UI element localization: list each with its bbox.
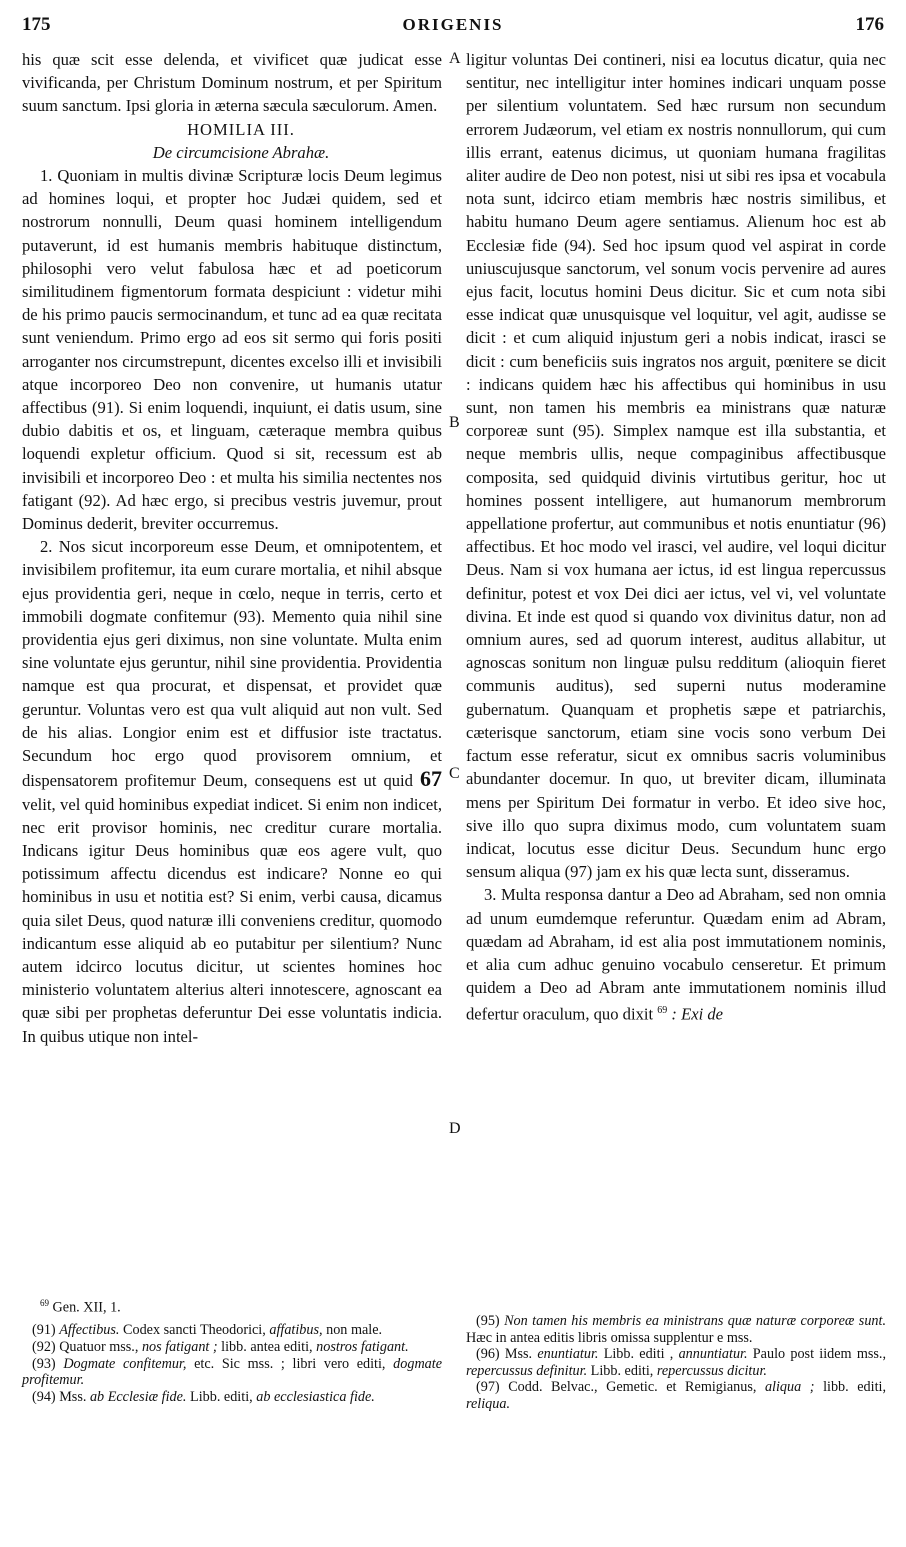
page-header (22, 14, 884, 40)
footnote-text: Mss. (59, 1388, 87, 1405)
paragraph-2 (22, 535, 442, 1047)
footnote-lemma: Dogmate confitemur, (63, 1355, 187, 1372)
footnote-text: Libb. editi, (190, 1388, 253, 1405)
paragraph-3-text: 3. Multa responsa dantur a Deo ad Abraham, sed non omnia ad unum eumdemque referuntur. Quædam enim ad Abram, quædam ad Abraham, id est alia post immutationem nominis, et alia cum adhuc genuino vocabulo censeretur. Et primum quidem a Deo ad Abram ante immutationem nominis illud defertur oraculum, quo dixit (466, 885, 886, 1024)
footnote-text: Codd. Belvac., Gemetic. et Remigianus, (508, 1379, 757, 1396)
footnote-variant: repercussus definitur. (466, 1362, 588, 1379)
footnote-text: Mss. (504, 1346, 533, 1363)
footnote-text: libb. antea editi, (221, 1338, 313, 1355)
paragraph-1: 1. Quoniam in multis divinæ Scripturæ locis Deum legimus ad homines loqui, et propter hoc Judæi quidem, sed et nostrorum nonnulli, Deum quasi hominem intelligendum putaverunt, id est humanis membris habituque distinctum, philosophi vero velut fabulosa hæc et ad poeticorum similitudinem figmentorum formata despiciunt : videtur mihi de his primo paucis sermocinandum, et tunc ad ea quæ recitata sunt veniendum. Primo ergo ad eos sit sermo qui foris positi arroganter nos circumstrepunt, dicentes excelso illi et invisibili atque incorporeo Deo non convenire, ut humanis utatur affectibus (91). Si enim loquendi, inquiunt, ei datis usum, sine dubio dabitis et os, et linguam, cæteraque membra quibus loquendi expletur officium. Quod si sit, recessum est ab invisibili et incorporeo Deo : et multa his similia nectentes nos fatigant (92). Ad hæc ergo, si precibus vestris juvemur, prout Dominus dederit, breviter occurremus. (22, 166, 442, 534)
footnote-variant: nos fatigant ; (141, 1338, 218, 1355)
footnote-lemma: ab Ecclesiæ fide. (89, 1388, 187, 1405)
footnote-text: etc. Sic mss. ; libri vero editi, (194, 1355, 386, 1372)
footnote-number: (95) (476, 1313, 500, 1329)
paragraph-2-part-a: 2. Nos sicut incorporeum esse Deum, et omnipotentem, et invisibilem profitemur, ita eum curare mortalia, et nihil absque ejus providentia geri, neque in cœlo, neque in terris, certo et immobili dogmate confitemur (93). Memento quia nihil sine providentia ejus geri diximus, non sine voluntate. Multa enim sine voluntate ejus geruntur, nihil sine providentia. Providentia namque est qua procurat, et dispensat, et providet quæ geruntur. Voluntas vero est qua vult aliquid aut non vult. Sed de his alias. Longior enim est et diffusior iste tractatus. Secundum hoc ergo quod provisorem omnium, et dispensatorem profitemur Deum, consequens est ut quid (22, 537, 442, 791)
footnote-variant: repercussus dicitur. (656, 1362, 767, 1379)
footnote-variant: annuntiatur. (678, 1346, 748, 1363)
footnotes-right (466, 1313, 886, 1413)
footnote-text: Paulo post iidem mss., (752, 1346, 886, 1363)
footnote-92 (22, 1339, 442, 1356)
footnote-ref-number: 69 (40, 1298, 49, 1308)
footnote-variant: enuntiatur. (537, 1346, 599, 1363)
footnote-94 (22, 1389, 442, 1406)
footnote-text: non male. (326, 1322, 383, 1339)
paragraph-continuation-right: ligitur voluntas Dei contineri, nisi ea locutus dicatur, quia nec sentitur, nec intelligitur inter homines indicari unquam posse per silentium voluntatem. Sed hæc rursum non secundum errorem Judæorum, vel etiam ex nostris nonnullorum, qui cum illis errant, eatenus dicimus, ut quoniam humana fragilitas aliter audire de Deo non potest, nisi ut sibi res ipsa et vocabula nota sunt, idcirco etiam membris hæc nostris similibus, et habitu humano Deum agere sentiamus. Alienum hoc est ab Ecclesiæ fide (94). Sed hoc ipsum quod vel aspirat in corde uniuscujusque sanctorum, vel sonum vocis pervenire ad aures ejus facit, locutus homini Deus dicitur. Sic et cum nota sibi esse indicat quæ unusquisque vel loquitur, vel agit, audisse se dicit : et cum aliquid injustum geri a nobis indicat, irasci se dicit : cum beneficiis suis ingratos nos arguit, pœnitere se dicit : indicans quidem hæc his affectibus qui hominibus in usu sunt, non tamen his membris ea ministrans quæ naturæ corporeæ sunt (95). Simplex namque est illa substantia, et neque membris ullis, neque compaginibus affectibusque composita, sed quidquid divinis virtutibus geritur, hoc ut homines possent intelligere, aut humanorum membrorum appellatione profertur, aut communibus et notis enuntiatur (96) affectibus. Et hoc modo vel irasci, vel audire, vel loqui dicitur Deus. Nam si vox humana aer ictus, id est lingua repercussus definitur, potest et vox Dei dici aer ictus, vel vi, vel voluntate divina. Et inde est quod si quando vox divinitus datur, non ad omnium aures, sed ad quorum interest, auditus allabitur, ut agnoscas sonitum non linguæ pulsu redditum (alioquin fieret communis auditus), sed superni nutus moderamine gubernatum. Quanquam et prophetis sæpe et patriarchis, cæterisque sanctorum, etiam sine vocis sono verbum Dei factum esse referatur, sicut ex omnibus sacris voluminibus abundanter docemur. In quo, ut breviter dicam, illuminata mens per Spiritum Dei formatur in verbo. Et ideo sive hoc, sive illo quo supra diximus modo, cum voluntatem suam indicat, locutus esse dicitur Deus. Secundum hunc ergo sensum aliqua (97) jam ex his quæ lecta sunt, disseramus. (466, 50, 886, 882)
footnote-text: Libb. editi, (590, 1362, 654, 1379)
folio-marker: 67 (420, 766, 442, 792)
footnotes-left (22, 1295, 442, 1405)
right-column (466, 48, 886, 1026)
paragraph-continuation: his quæ scit esse delenda, et vivificet quæ judicat esse vivificanda, per Christum Dominum nostrum, et per Spiritum suum sanctum. Ipsi gloria in æterna sæcula sæculorum. Amen. (22, 50, 442, 116)
footnote-93 (22, 1356, 442, 1389)
footnote-variant: reliqua. (466, 1395, 511, 1412)
footnote-number: (96) (476, 1346, 500, 1363)
footnote-number: (92) (32, 1338, 56, 1355)
footnote-bible-ref (22, 1295, 442, 1316)
homily-subtitle: De circumcisione Abrahæ. (152, 142, 330, 162)
paragraph-3 (466, 883, 886, 1026)
footnote-variant: ab ecclesiastica fide. (256, 1388, 375, 1405)
footnote-number: (94) (32, 1388, 56, 1405)
margin-letter-b: B (449, 414, 460, 431)
paragraph-2-part-b: velit, vel quid hominibus expediat indicet. Si enim non indicet, nec erit provisor hominis, nec creditur curare mortalia. Indicans igitur Deus hominibus quæ eos agere vult, quo potissimum affectu dicendus est indicare? Nonne eo qui hominibus in usu et notitia est? Si enim, verbi causa, dicamus quia silet Deus, quod naturæ illi conveniens creditur, quomodo indicantum esse aliquid ab eo putabitur per silentium? Nunc autem idcirco locutus dicitur, ut scientes homines hoc ministerio voluntatem alterius alteri innotescere, agnoscant ea quæ sibi per prophetas deferuntur Dei esse voluntatis indicia. In quibus utique non intel- (22, 794, 442, 1046)
margin-letter-c: C (449, 765, 460, 782)
footnote-91 (22, 1322, 442, 1339)
margin-letter-d: D (449, 1120, 461, 1137)
scripture-reference-mark: 69 (657, 1005, 668, 1017)
paragraph-3-end: : Exi de (671, 1004, 724, 1024)
footnote-text: Quatuor mss., (59, 1338, 139, 1355)
footnote-variant: aliqua ; (764, 1379, 815, 1396)
footnote-text: Hæc in antea editis libris omissa supplentur e mss. (466, 1329, 753, 1346)
left-column (22, 48, 442, 1048)
footnote-number: (93) (32, 1355, 56, 1372)
footnote-variant: affatibus, (269, 1322, 323, 1339)
footnote-97 (466, 1379, 886, 1412)
footnote-variant: dogmate profitemur. (22, 1355, 443, 1389)
running-title: ORIGENIS (402, 15, 504, 34)
footnote-text: Codex sancti Theodorici, (123, 1322, 266, 1339)
footnote-ref-text: Gen. XII, 1. (52, 1299, 121, 1316)
margin-letter-a: A (449, 50, 461, 67)
footnote-number: (97) (476, 1379, 500, 1396)
footnote-lemma: Non tamen his membris ea ministrans quæ naturæ corporeæ sunt. (504, 1313, 887, 1329)
homily-title: HOMILIA III. (187, 119, 295, 139)
page-number-right: 176 (855, 14, 884, 35)
footnote-text: Libb. editi , (603, 1346, 674, 1363)
footnote-text: libb. editi, (823, 1379, 887, 1396)
footnote-number: (91) (32, 1322, 56, 1339)
page-number-left: 175 (22, 14, 51, 35)
footnote-variant: nostros fatigant. (316, 1338, 409, 1355)
footnote-96 (466, 1346, 886, 1379)
footnote-lemma: Affectibus. (59, 1322, 120, 1339)
footnote-95 (466, 1313, 886, 1346)
